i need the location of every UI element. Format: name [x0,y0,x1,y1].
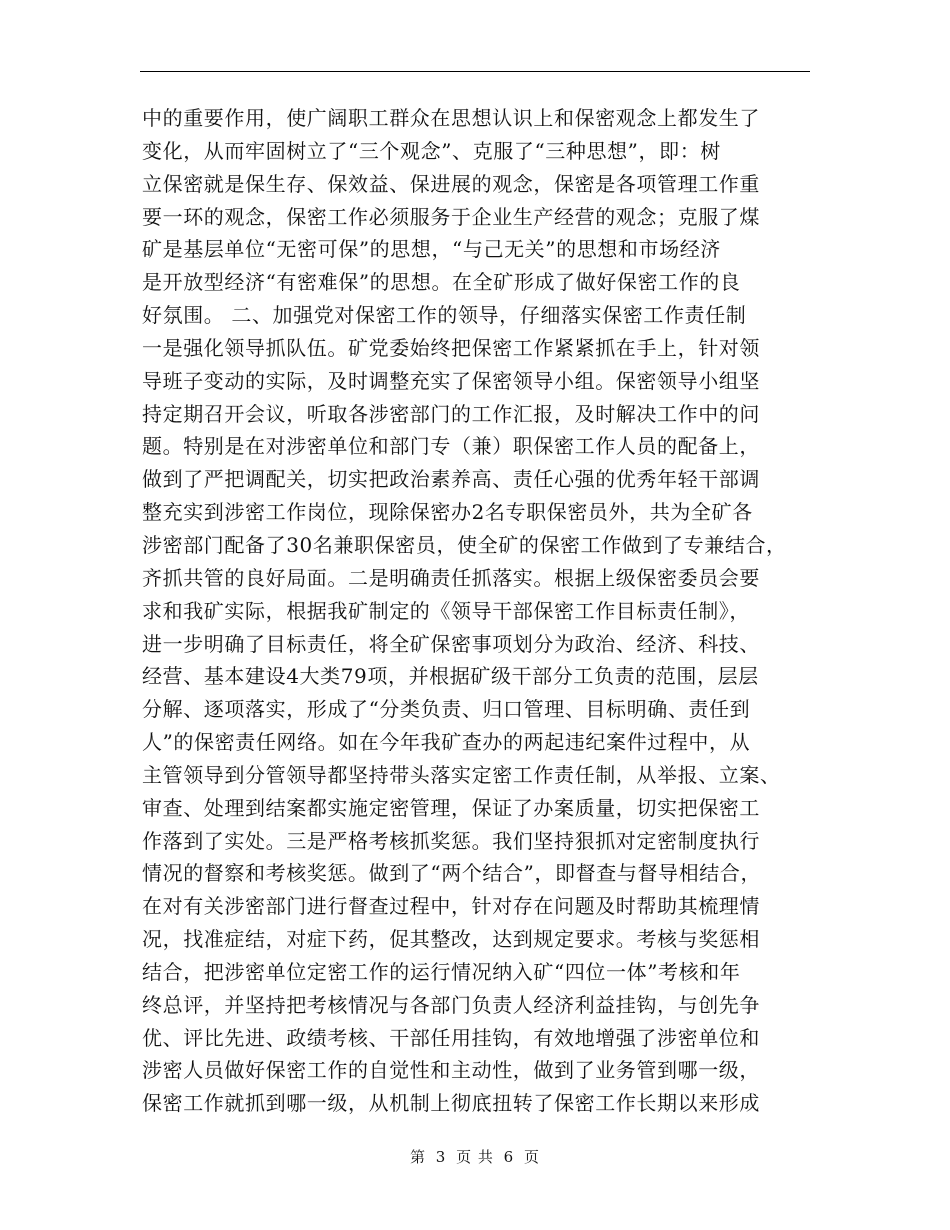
text-line: 导班子变动的实际，及时调整充实了保密领导小组。保密领导小组坚 [142,368,760,393]
text-line: 主管领导到分管领导都坚持带头落实定密工作责任制，从举报、立案、 [142,762,781,787]
text-line: 终总评，并坚持把考核情况与各部门负责人经济利益挂钩，与创先争 [142,992,760,1017]
text-line: 立保密就是保生存、保效益、保进展的观念，保密是各项管理工作重 [142,171,760,196]
body-text [142,102,822,1120]
text-line: 齐抓共管的良好局面。二是明确责任抓落实。根据上级保密委员会要 [142,565,760,590]
page-number: 3 [435,1148,447,1166]
text-line: 保密工作就抓到哪一级，从机制上彻底扭转了保密工作长期以来形成 [142,1091,760,1116]
text-line: 人”的保密责任网络。如在今年我矿查办的两起违纪案件过程中，从 [142,730,751,755]
page-middle: 页 共 [456,1148,494,1166]
text-line: 经营、基本建设4大类79项，并根据矿级干部分工负责的范围，层层 [142,664,759,689]
text-line: 好氛围。 二、加强党对保密工作的领导，仔细落实保密工作责任制 [142,303,747,328]
text-line: 整充实到涉密工作岗位，现除保密办2名专职保密员外，共为全矿各 [142,500,753,525]
text-line: 涉密人员做好保密工作的自觉性和主动性，做到了业务管到哪一级， [142,1058,760,1083]
text-line: 涉密部门配备了30名兼职保密员，使全矿的保密工作做到了专兼结合， [142,532,787,557]
text-line: 持定期召开会议，听取各涉密部门的工作汇报，及时解决工作中的问 [142,401,760,426]
text-line: 优、评比先进、政绩考核、干部任用挂钩，有效地增强了涉密单位和 [142,1025,760,1050]
text-line: 做到了严把调配关，切实把政治素养高、责任心强的优秀年轻干部调 [142,467,760,492]
text-line: 进一步明确了目标责任，将全矿保密事项划分为政治、经济、科技、 [142,631,760,656]
text-line: 在对有关涉密部门进行督查过程中，针对存在问题及时帮助其梳理情 [142,894,760,919]
text-line: 题。特别是在对涉密单位和部门专（兼）职保密工作人员的配备上， [142,434,760,459]
text-line: 一是强化领导抓队伍。矿党委始终把保密工作紧紧抓在手上，针对领 [142,335,760,360]
text-line: 作落到了实处。三是严格考核抓奖惩。我们坚持狠抓对定密制度执行 [142,828,760,853]
text-line: 矿是基层单位“无密可保”的思想，“与己无关”的思想和市场经济 [142,237,721,262]
text-line: 况，找准症结，对症下药，促其整改，达到规定要求。考核与奖惩相 [142,927,760,952]
page-footer [0,1146,950,1167]
text-line: 结合，把涉密单位定密工作的运行情况纳入矿“四位一体”考核和年 [142,959,741,984]
page-prefix: 第 [409,1148,426,1166]
text-line: 变化，从而牢固树立了“三个观念”、克服了“三种思想”，即：树 [142,138,721,163]
text-line: 情况的督察和考核奖惩。做到了“两个结合”，即督查与督导相结合， [142,861,762,886]
total-pages: 6 [503,1148,515,1166]
text-line: 审查、处理到结案都实施定密管理，保证了办案质量，切实把保密工 [142,795,760,820]
page-suffix: 页 [524,1148,541,1166]
text-line: 是开放型经济“有密难保”的思想。在全矿形成了做好保密工作的良 [142,270,741,295]
text-line: 要一环的观念，保密工作必须服务于企业生产经营的观念；克服了煤 [142,204,760,229]
header-rule [140,71,810,72]
text-line: 分解、逐项落实，形成了“分类负责、归口管理、目标明确、责任到 [142,697,751,722]
text-line: 中的重要作用，使广阔职工群众在思想认识上和保密观念上都发生了 [142,106,760,130]
text-line: 求和我矿实际，根据我矿制定的《领导干部保密工作目标责任制》， [142,598,750,623]
